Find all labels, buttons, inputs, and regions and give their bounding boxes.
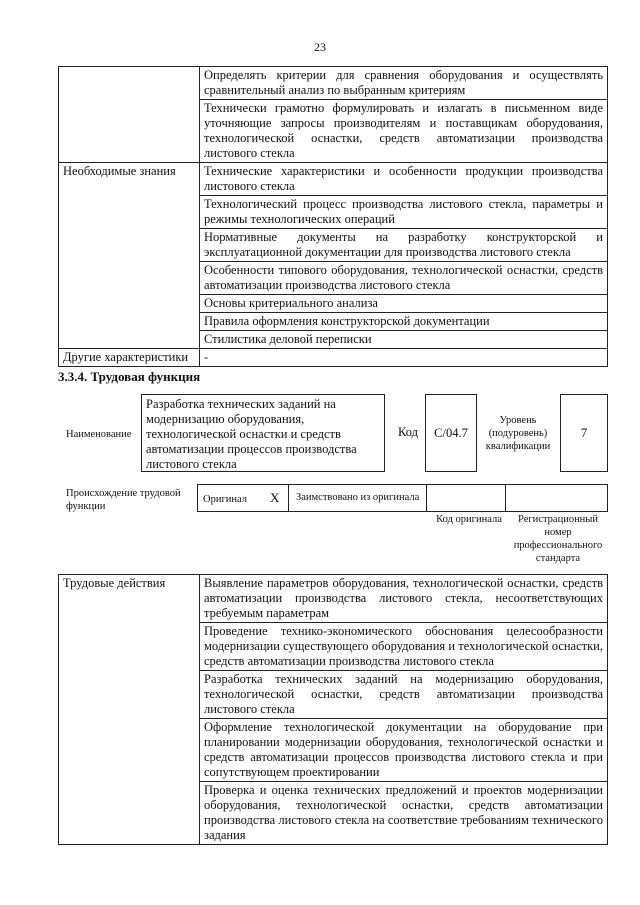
origin-divider [288,484,289,512]
level-value: 7 [580,425,588,440]
origin-mark: X [270,490,280,505]
actions-label: Трудовые действия [59,575,200,845]
name-box [141,394,385,472]
action-item: Проведение технико-экономического обоснования целесообразности модернизации существующего оборудования и технологической оснастки, средств автоматизации производства листового стекла [200,623,608,671]
knowledge-item: Основы критериального анализа [200,295,608,313]
level-box [560,394,608,472]
skill-item: Технически грамотно формулировать и излагать в письменном виде уточняющие запросы производителям и поставщикам оборудования, технологической оснастки, средств автоматизации производства листового стекла [200,100,608,163]
page-number: 23 [314,40,326,54]
knowledge-item: Технологический процесс производства листового стекла, параметры и режимы технологических операций [200,196,608,229]
action-item: Выявление параметров оборудования, технологической оснастки, средств автоматизации производства листового стекла, несоответствующих требуемым параметрам [200,575,608,623]
origin-divider [505,484,506,512]
action-item: Оформление технологической документации на оборудование при планировании модернизации оборудования, технологической оснастки и средств автоматизации процессов производства листового стекла и при сопутствующем проектировании [200,719,608,782]
actions-table [58,574,608,845]
code-box [425,394,477,472]
other-label: Другие характеристики [59,349,200,367]
knowledge-label: Необходимые знания [59,163,200,349]
origin-divider [426,484,427,512]
code-value: C/04.7 [434,426,468,440]
knowledge-item: Правила оформления конструкторской документации [200,313,608,331]
name-value: Разработка технических заданий на модернизацию оборудования, технологической оснастки и средств автоматизации процессов производства листового стекла [146,397,357,471]
action-item: Разработка технических заданий на модернизацию оборудования, технологической оснастки, средств автоматизации производства листового стекла [200,671,608,719]
origin-label: Происхождение трудовой функции [66,488,181,512]
knowledge-item: Стилистика деловой переписки [200,331,608,349]
other-value: - [200,349,608,367]
knowledge-item: Особенности типового оборудования, технологической оснастки, средств автоматизации производства листового стекла [200,262,608,295]
origin-borrowed: Заимствовано из оригинала [296,492,420,503]
code-original-caption: Код оригинала [436,514,502,525]
registration-caption: Регистрационный номер профессионального стандарта [513,514,603,564]
level-label: Уровень (подуровень) квалификации [485,415,551,452]
origin-original: Оригинал [203,494,247,505]
knowledge-item: Технические характеристики и особенности продукции производства листового стекла [200,163,608,196]
action-item: Проверка и оценка технических предложений и проектов модернизации оборудования, технологической оснастки, средств автоматизации производства листового стекла на соответствие требованиям технического задания [200,782,608,845]
knowledge-table [58,66,608,367]
skill-item: Определять критерии для сравнения оборудования и осуществлять сравнительный анализ по выбранным критериям [200,67,608,100]
skills-label-cell [59,67,200,163]
name-label: Наименование [66,429,132,440]
code-label: Код [398,425,418,439]
section-title: 3.3.4. Трудовая функция [58,369,201,384]
knowledge-item: Нормативные документы на разработку конструкторской и эксплуатационной документации для производства листового стекла [200,229,608,262]
